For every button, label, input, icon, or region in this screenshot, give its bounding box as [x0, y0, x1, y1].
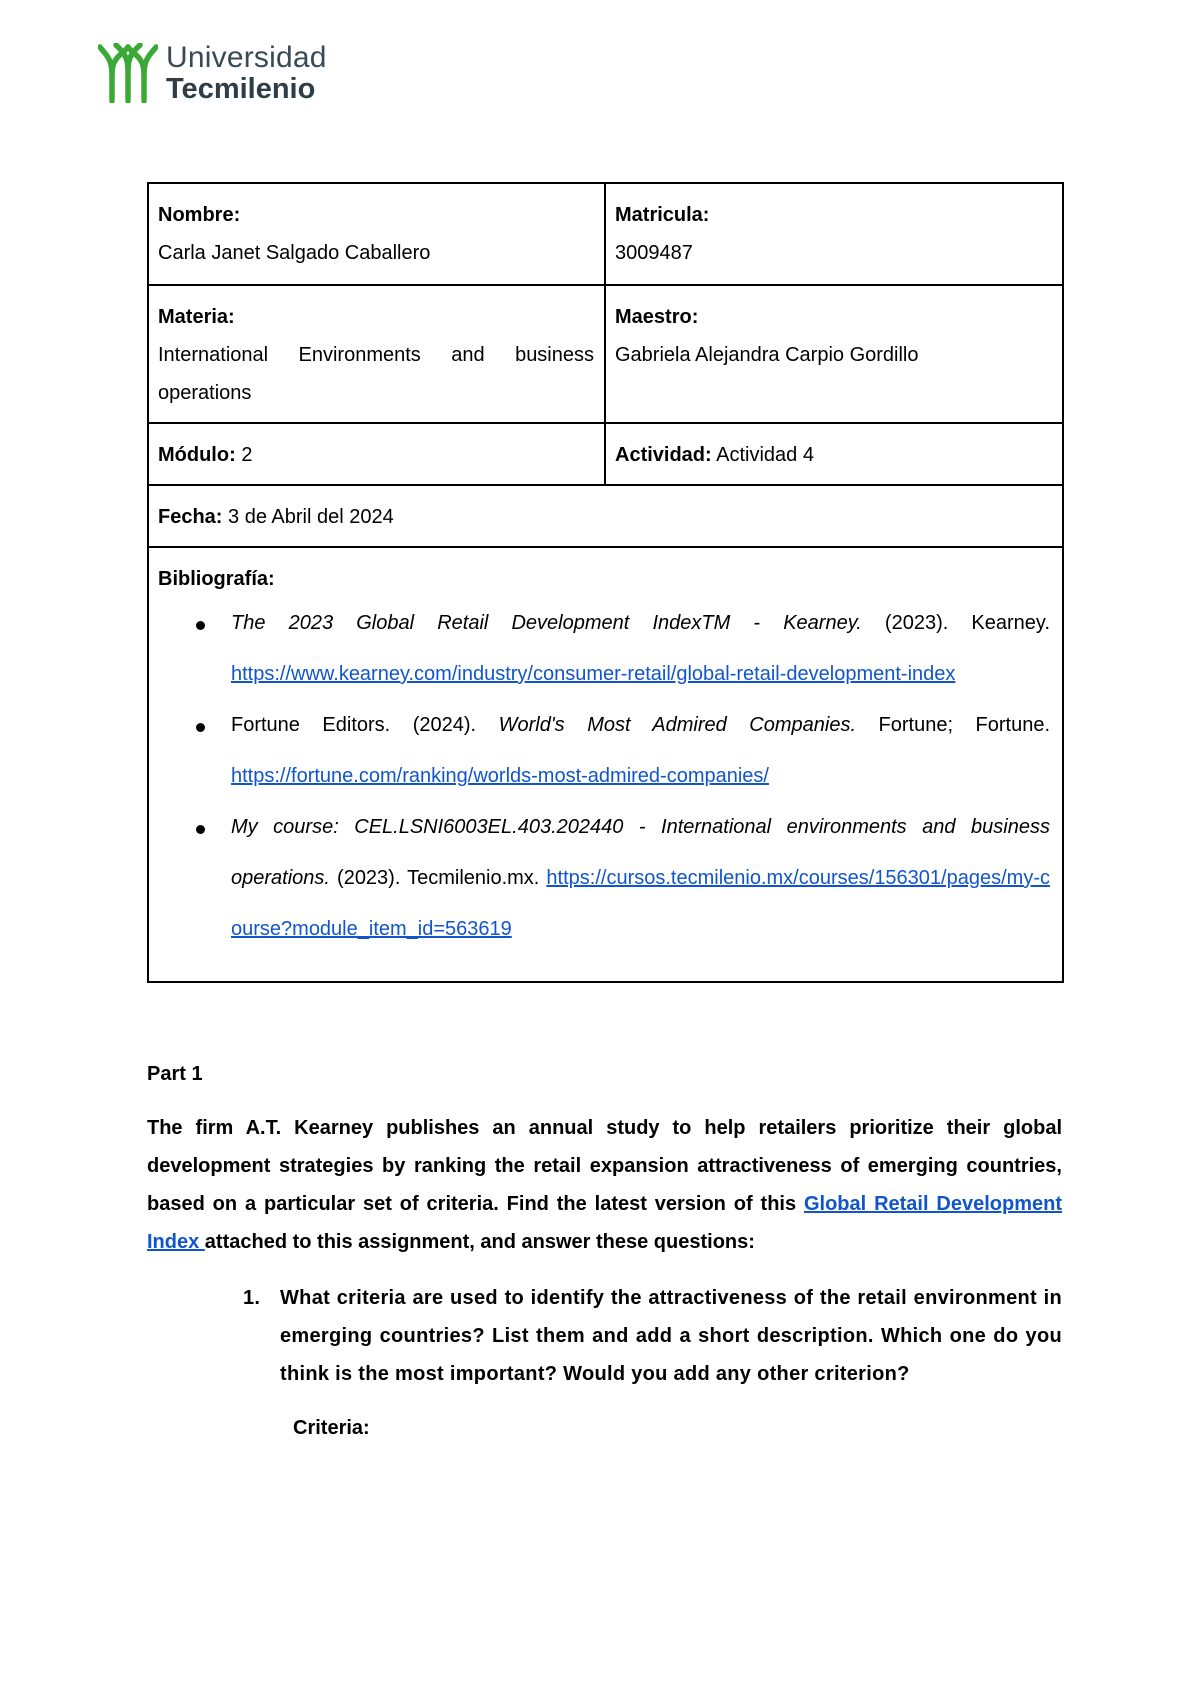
bibliography-list [158, 598, 1052, 955]
bib-rest: (2023). Kearney. [861, 612, 1051, 634]
modulo-value: 2 [241, 444, 253, 466]
question-number: 1. [243, 1287, 261, 1309]
bib-rest: Fortune; Fortune. [856, 714, 1050, 736]
matricula-label: Matricula: [615, 204, 710, 226]
maestro-label: Maestro: [615, 306, 699, 328]
gri-link[interactable]: Global Retail Development Index [147, 1193, 1062, 1253]
matricula-value: 3009487 [615, 242, 693, 264]
modulo-cell [148, 423, 605, 485]
question-1 [147, 1279, 1062, 1393]
bullet-icon [196, 723, 205, 732]
maestro-cell [605, 285, 1063, 423]
fecha-value: 3 de Abril del 2024 [228, 506, 394, 528]
intro-text: The firm A.T. Kearney publishes an annual study to help retailers prioritize their global development strategies by ranking the retail expansion attractiveness of emerging countries, based on a particular set of criteria. Find the latest version of this [147, 1117, 1062, 1215]
nombre-cell [148, 183, 605, 285]
bibliografia-cell [148, 547, 1063, 982]
maestro-value: Gabriela Alejandra Carpio Gordillo [615, 344, 919, 366]
part-heading: Part 1 [147, 1063, 203, 1085]
bib-link[interactable]: https://www.kearney.com/industry/consumer-retail/global-retail-development-index [231, 663, 956, 685]
student-info-table [147, 182, 1064, 983]
tecmilenio-leaf-icon [98, 43, 158, 103]
bib-link[interactable]: https://fortune.com/ranking/worlds-most-admired-companies/ [231, 765, 769, 787]
intro-text-end: attached to this assignment, and answer these questions: [204, 1231, 755, 1253]
nombre-value: Carla Janet Salgado Caballero [158, 242, 431, 264]
bib-rest: (2023). Tecmilenio.mx. [329, 867, 540, 889]
bib-title: The 2023 Global Retail Development IndexTM - Kearney. [231, 612, 862, 634]
logo-line-tecmilenio: Tecmilenio [166, 72, 316, 105]
materia-cell [148, 285, 605, 423]
bib-title: World's Most Admired Companies. [498, 714, 857, 736]
materia-label: Materia: [158, 306, 235, 328]
bibliography-item [158, 802, 1052, 955]
materia-value: International Environments and business operations [158, 344, 594, 404]
bullet-icon [196, 621, 205, 630]
matricula-cell [605, 183, 1063, 285]
modulo-label: Módulo: [158, 444, 236, 466]
assignment-body [147, 1055, 1062, 1447]
logo-line-universidad: Universidad [166, 40, 327, 74]
bib-link[interactable]: https://cursos.tecmilenio.mx/courses/156301/pages/my-course?module_item_id=563619 [231, 867, 1050, 940]
bibliography-item [158, 700, 1052, 802]
fecha-label: Fecha: [158, 506, 223, 528]
actividad-value: Actividad 4 [716, 444, 814, 466]
question-text: What criteria are used to identify the attractiveness of the retail environment in emerging countries? List them and add a short description. Which one do you think is the most important? Would you add any other criterion? [280, 1287, 1062, 1385]
fecha-cell [148, 485, 1063, 547]
bibliography-item [158, 598, 1052, 700]
bib-pre: Fortune Editors. (2024). [231, 714, 499, 736]
bibliografia-label: Bibliografía: [158, 568, 275, 590]
nombre-label: Nombre: [158, 204, 241, 226]
actividad-label: Actividad: [615, 444, 712, 466]
actividad-cell [605, 423, 1063, 485]
intro-paragraph [147, 1109, 1062, 1261]
bullet-icon [196, 825, 205, 834]
bib-title: My course: CEL.LSNI6003EL.403.202440 - International environments and business operations. [231, 816, 1050, 889]
university-logo [98, 38, 327, 108]
criteria-label: Criteria: [293, 1417, 370, 1439]
